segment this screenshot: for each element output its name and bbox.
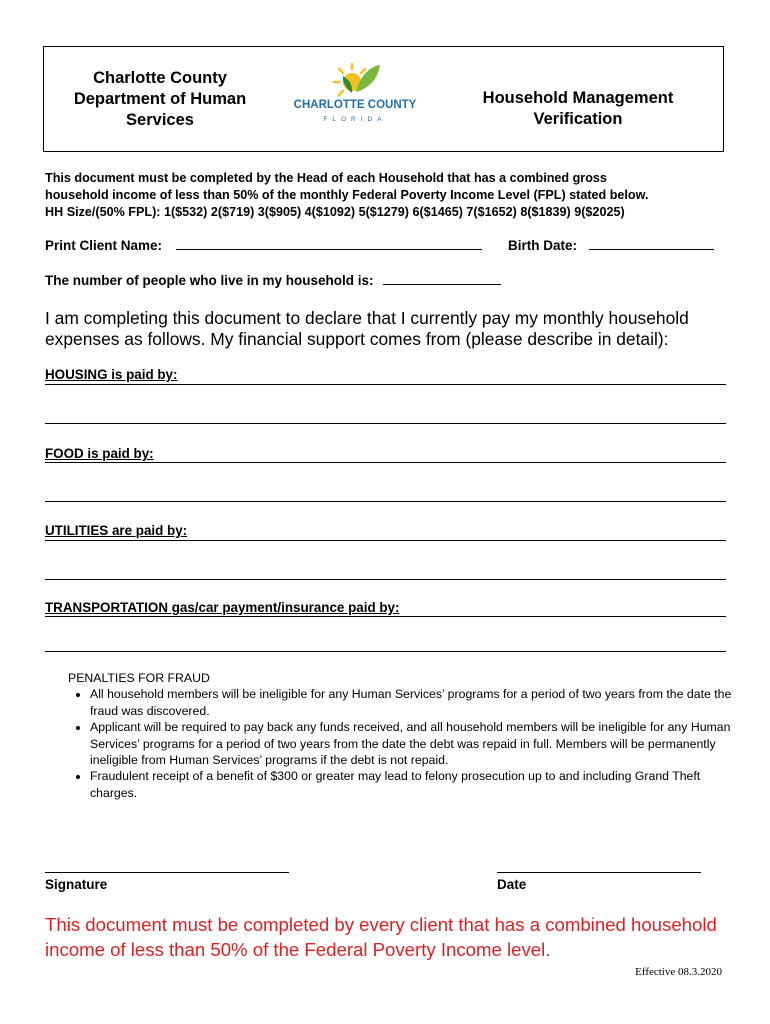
household-count-label: The number of people who live in my household is: [45, 273, 374, 288]
housing-line-1[interactable] [45, 384, 726, 385]
fpl-table-line: HH Size/(50% FPL): 1($532) 2($719) 3($905) 4($1092) 5($1279) 6($1465) 7($1652) 8($1839) 9($2025) [45, 205, 625, 219]
penalties-section [68, 670, 733, 801]
birth-date-row [508, 237, 714, 253]
penalty-item: • Applicant will be required to pay back any funds received, and all household members will be ineligible for any Human Services’ programs for a period of two years from the date the debt was repaid in full. Members will be permanently ineligible from Human Services’ programs if the debt is not repaid. [90, 719, 733, 768]
declaration-text: I am completing this document to declare that I currently pay my monthly household expenses as follows. My financial support comes from (please describe in detail): [45, 308, 689, 349]
form-title-line-1: Household Management [482, 89, 674, 107]
household-count-row [45, 272, 501, 288]
signature-field[interactable] [45, 872, 289, 873]
food-line-1[interactable] [45, 462, 726, 463]
penalty-item: • Fraudulent receipt of a benefit of $300 or greater may lead to felony prosecution up to and including Grand Theft charges. [90, 768, 733, 801]
intro-text [45, 170, 735, 221]
utilities-line-1[interactable] [45, 540, 726, 541]
client-name-row [45, 237, 482, 253]
dept-line-3: Services [126, 111, 194, 129]
form-title [460, 88, 696, 130]
charlotte-county-logo [290, 60, 420, 126]
household-count-field[interactable] [383, 272, 501, 285]
eligibility-notice: This document must be completed by every client that has a combined household income of less than 50% of the Federal Poverty Income level. [45, 914, 717, 960]
department-name [60, 68, 260, 131]
transportation-label: TRANSPORTATION gas/car payment/insurance paid by: [45, 600, 400, 615]
logo-text: CHARLOTTE COUNTY [293, 99, 417, 111]
signature-label: Signature [45, 877, 108, 892]
transportation-line-2[interactable] [45, 651, 726, 652]
form-title-line-2: Verification [533, 110, 623, 128]
dept-line-1: Charlotte County [93, 69, 227, 87]
housing-line-2[interactable] [45, 423, 726, 424]
client-name-label: Print Client Name: [45, 238, 163, 253]
penalties-heading: PENALTIES FOR FRAUD [68, 671, 210, 685]
date-field[interactable] [497, 872, 701, 873]
dept-line-2: Department of Human [73, 90, 247, 108]
intro-line-1: This document must be completed by the Head of each Household that has a combined gross [45, 171, 607, 185]
intro-line-2: household income of less than 50% of the monthly Federal Poverty Income Level (FPL) stated below. [45, 188, 649, 202]
logo-subtext: FLORIDA [323, 116, 387, 123]
logo-graphic [290, 60, 420, 126]
transportation-line-1[interactable] [45, 616, 726, 617]
client-name-field[interactable] [176, 237, 482, 250]
birth-date-label: Birth Date: [508, 238, 578, 253]
penalties-list [68, 686, 733, 801]
penalty-item: • All household members will be ineligible for any Human Services’ programs for a period of two years from the date the fraud was discovered. [90, 686, 733, 719]
housing-label: HOUSING is paid by: [45, 367, 178, 382]
birth-date-field[interactable] [589, 237, 714, 250]
date-label: Date [497, 877, 527, 892]
food-line-2[interactable] [45, 501, 726, 502]
food-label: FOOD is paid by: [45, 446, 154, 461]
effective-date: Effective 08.3.2020 [635, 966, 722, 978]
utilities-line-2[interactable] [45, 579, 726, 580]
utilities-label: UTILITIES are paid by: [45, 523, 188, 538]
